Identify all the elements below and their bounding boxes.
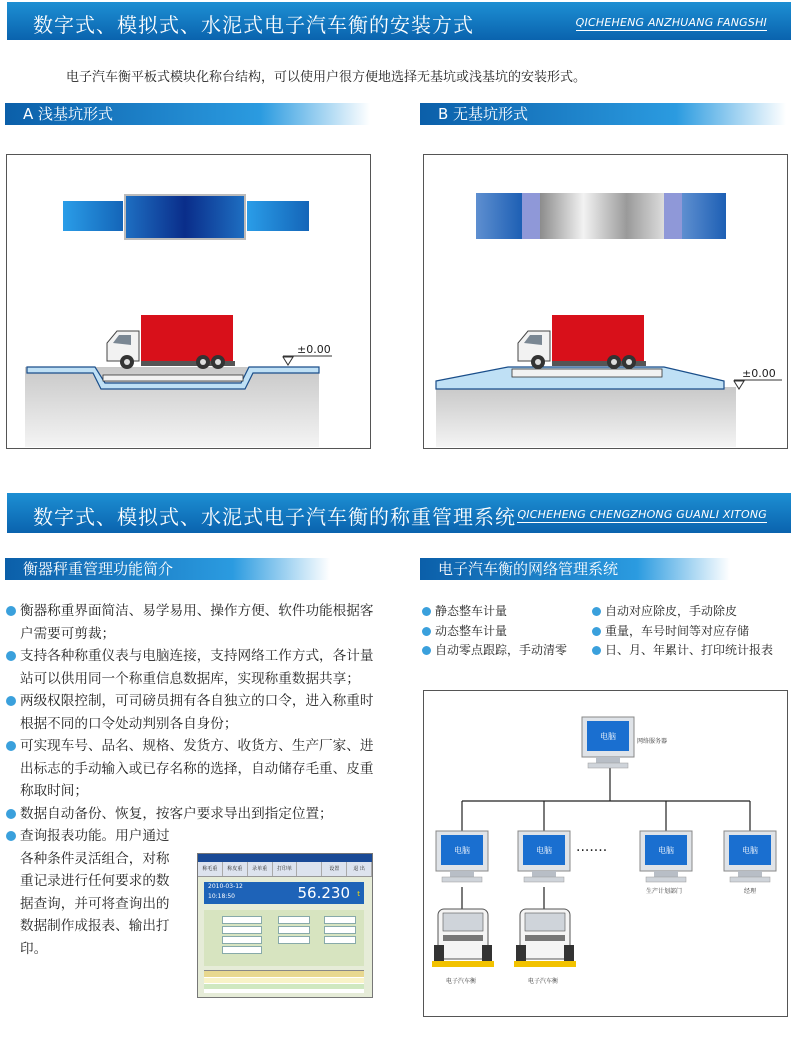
weight-value: 56.230 — [297, 884, 350, 902]
pc-1-icon — [436, 831, 488, 882]
tab-gross-weight[interactable]: 称毛重 — [198, 862, 223, 876]
display-time: 10:18:50 — [208, 893, 235, 900]
network-diagram — [423, 690, 788, 1017]
no-pit-illustration — [424, 155, 787, 448]
elevation-triangle-icon — [283, 357, 293, 365]
network-lines — [462, 765, 750, 913]
panel-a-label: A 浅基坑形式 — [23, 105, 114, 123]
records-table — [204, 970, 364, 993]
elevation-label-a: ±0.00 — [297, 343, 331, 356]
bullet-icon — [6, 696, 16, 706]
list-item: 重量，车号时间等对应存储 — [592, 622, 773, 642]
weighing-features-heading — [5, 558, 330, 580]
truck-scale-2-icon — [514, 909, 576, 967]
tab-record-weight[interactable]: 录单重 — [248, 862, 273, 876]
bullet-icon — [6, 809, 16, 819]
list-item: 自动对应除皮，手动除皮 — [592, 602, 773, 622]
network-title: 电子汽车衡的网络管理系统 — [438, 560, 619, 578]
tab-blank[interactable] — [297, 862, 322, 876]
platform-side — [512, 369, 662, 377]
pc-2-icon — [518, 831, 570, 882]
server-caption: 网络服务器 — [637, 738, 668, 745]
platform-side — [103, 375, 243, 381]
bullet-icon — [6, 606, 16, 616]
pc-3-label: 电脑 — [658, 846, 674, 855]
server-computer-icon — [582, 717, 634, 768]
bullet-icon — [6, 831, 16, 841]
right-ramp-plan — [682, 193, 726, 239]
panel-b-label: B 无基坑形式 — [438, 105, 529, 123]
pc-3-icon — [640, 831, 692, 882]
section1-intro: 电子汽车衡平板式模块化称台结构，可以使用户很方便地选择无基坑或浅基坑的安装形式。 — [66, 70, 587, 85]
pc-4-label: 电脑 — [742, 846, 758, 855]
network-heading — [420, 558, 730, 580]
panel-a-heading — [5, 103, 370, 125]
section2-banner — [7, 493, 791, 533]
bullet-icon — [422, 627, 431, 636]
bullet-icon — [6, 651, 16, 661]
network-features-left — [422, 602, 567, 661]
tab-print[interactable]: 打印单 — [273, 862, 298, 876]
section1-title: 数字式、模拟式、水泥式电子汽车衡的安装方式 — [33, 13, 474, 37]
truck-scale-1-caption: 电子汽车衡 — [446, 978, 477, 985]
list-item: 支持各种称重仪表与电脑连接，支持网络工作方式，各计量站可以供用同一个称重信息数据库，实现称重数据共享； — [6, 645, 374, 690]
panel-b-diagram — [423, 154, 788, 449]
bullet-icon — [6, 741, 16, 751]
pc-3-caption: 生产计划部门 — [646, 888, 683, 895]
panel-a-diagram — [6, 154, 371, 449]
network-features-right — [592, 602, 773, 661]
tab-settings[interactable]: 设置 — [322, 862, 347, 876]
section1-banner — [7, 2, 791, 40]
section2-subtitle: QICHEHENG CHENGZHONG GUANLI XITONG — [517, 508, 767, 521]
list-item: 两级权限控制，可司磅员拥有各自独立的口令，进入称重时根据不同的口令处动判别各自身份； — [6, 690, 374, 735]
section2-title: 数字式、模拟式、水泥式电子汽车衡的称重管理系统 — [33, 505, 516, 529]
left-ramp-plan — [476, 193, 522, 239]
pc-1-label: 电脑 — [454, 846, 470, 855]
tab-exit[interactable]: 退 出 — [347, 862, 372, 876]
shallow-pit-illustration — [7, 155, 370, 448]
weigh-platform-plan — [125, 195, 245, 239]
left-approach — [63, 201, 123, 231]
list-item: 数据自动备份、恢复，按客户要求导出到指定位置； — [6, 803, 374, 826]
bullet-icon — [422, 607, 431, 616]
section1-subtitle: QICHEHENG ANZHUANG FANGSHI — [575, 16, 767, 29]
truck-icon — [518, 315, 646, 369]
software-screenshot — [197, 853, 373, 998]
weight-display — [204, 882, 364, 904]
list-item: 动态整车计量 — [422, 622, 567, 642]
bullet-icon — [422, 646, 431, 655]
list-item: 衡器称重界面简洁、易学易用、操作方便、软件功能根据客户需要可剪裁； — [6, 600, 374, 645]
pc-2-label: 电脑 — [536, 846, 552, 855]
list-item: 静态整车计量 — [422, 602, 567, 622]
pc-4-caption: 经理 — [744, 888, 757, 895]
bullet-icon — [592, 627, 601, 636]
list-item: 自动零点跟踪，手动清零 — [422, 641, 567, 661]
server-label: 电脑 — [600, 732, 616, 741]
toolbar — [198, 862, 372, 877]
network-topology — [424, 691, 787, 1016]
weighing-features-title: 衡器秤重管理功能简介 — [23, 560, 174, 578]
tab-tare-weight[interactable]: 称皮重 — [223, 862, 248, 876]
truck-scale-2-caption: 电子汽车衡 — [528, 978, 559, 985]
input-form — [204, 910, 364, 966]
panel-b-heading — [420, 103, 786, 125]
list-item: 可实现车号、品名、规格、发货方、收货方、生产厂家、进出标志的手动输入或已存名称的选择，自动储存毛重、皮重称取时间； — [6, 735, 374, 803]
pc-4-icon — [724, 831, 776, 882]
list-item: 日、月、年累计、打印统计报表 — [592, 641, 773, 661]
list-item: 查询报表功能。用户通过各种条件灵活组合，对称重记录进行任何要求的数据查询，并可将查询出的数据制作成报表、输出打印。 — [6, 825, 170, 960]
weight-unit: t — [357, 890, 360, 898]
truck-icon — [107, 315, 235, 369]
elevation-label-b: ±0.00 — [742, 367, 776, 380]
window-titlebar — [198, 854, 372, 862]
ellipsis: ······· — [576, 843, 608, 859]
bullet-icon — [592, 646, 601, 655]
truck-scale-1-icon — [432, 909, 494, 967]
right-approach — [247, 201, 309, 231]
display-date: 2010-03-12 — [208, 883, 243, 890]
bullet-icon — [592, 607, 601, 616]
weigh-platform-plan — [540, 193, 664, 239]
